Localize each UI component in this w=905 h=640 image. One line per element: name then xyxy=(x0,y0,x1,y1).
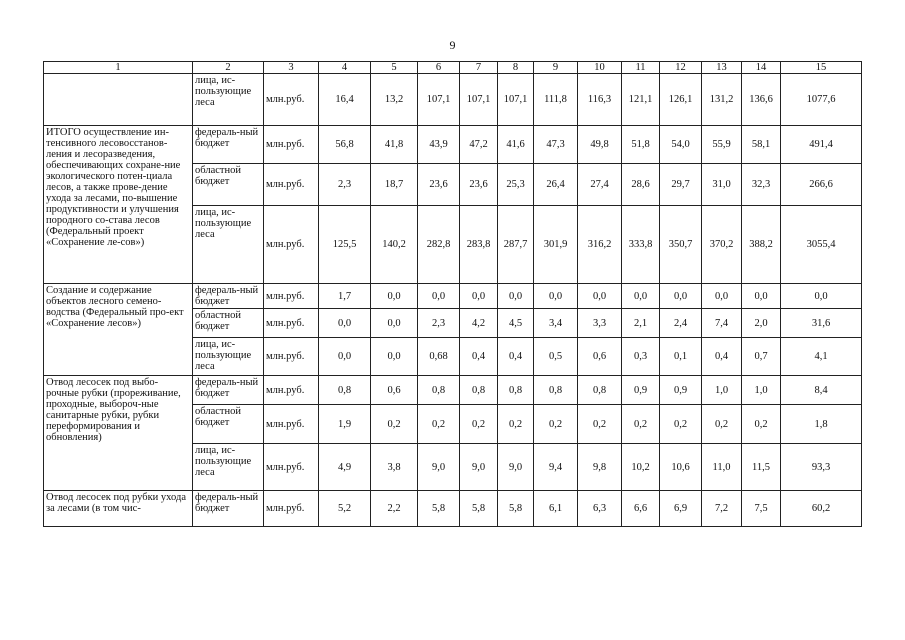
value-cell: 54,0 xyxy=(660,126,702,164)
value-cell: 0,1 xyxy=(660,338,702,376)
unit-cell: млн.руб. xyxy=(264,491,319,527)
value-cell: 491,4 xyxy=(781,126,862,164)
column-number-1: 1 xyxy=(44,62,193,74)
value-cell: 13,2 xyxy=(371,74,418,126)
value-cell: 9,8 xyxy=(578,444,622,491)
activity-description: Создание и содержание объектов лесного семено-водства (Федеральный про-ект «Сохранение лесов») xyxy=(44,284,193,376)
funding-source: федераль-ный бюджет xyxy=(193,126,264,164)
value-cell: 4,1 xyxy=(781,338,862,376)
value-cell: 140,2 xyxy=(371,206,418,284)
column-number-4: 4 xyxy=(319,62,371,74)
activity-description: Отвод лесосек под выбо-рочные рубки (прореживание, проходные, выбороч-ные санитарные рубки, рубки переформирования и обновления) xyxy=(44,376,193,491)
value-cell: 25,3 xyxy=(498,164,534,206)
value-cell: 1077,6 xyxy=(781,74,862,126)
value-cell: 31,0 xyxy=(702,164,742,206)
value-cell: 121,1 xyxy=(622,74,660,126)
column-number-3: 3 xyxy=(264,62,319,74)
value-cell: 388,2 xyxy=(742,206,781,284)
value-cell: 5,8 xyxy=(498,491,534,527)
value-cell: 1,0 xyxy=(702,376,742,405)
value-cell: 0,2 xyxy=(702,405,742,444)
value-cell: 28,6 xyxy=(622,164,660,206)
value-cell: 0,8 xyxy=(534,376,578,405)
value-cell: 131,2 xyxy=(702,74,742,126)
value-cell: 0,2 xyxy=(660,405,702,444)
value-cell: 47,3 xyxy=(534,126,578,164)
value-cell: 116,3 xyxy=(578,74,622,126)
value-cell: 0,2 xyxy=(578,405,622,444)
value-cell: 0,0 xyxy=(622,284,660,309)
value-cell: 0,68 xyxy=(418,338,460,376)
value-cell: 51,8 xyxy=(622,126,660,164)
value-cell: 287,7 xyxy=(498,206,534,284)
unit-cell: млн.руб. xyxy=(264,338,319,376)
column-number-14: 14 xyxy=(742,62,781,74)
value-cell: 0,0 xyxy=(702,284,742,309)
unit-cell: млн.руб. xyxy=(264,164,319,206)
value-cell: 0,4 xyxy=(702,338,742,376)
value-cell: 0,2 xyxy=(742,405,781,444)
value-cell: 0,6 xyxy=(578,338,622,376)
column-number-5: 5 xyxy=(371,62,418,74)
value-cell: 4,2 xyxy=(460,309,498,338)
value-cell: 4,9 xyxy=(319,444,371,491)
value-cell: 2,2 xyxy=(371,491,418,527)
value-cell: 27,4 xyxy=(578,164,622,206)
table-row xyxy=(44,491,862,527)
value-cell: 0,8 xyxy=(578,376,622,405)
value-cell: 0,4 xyxy=(498,338,534,376)
value-cell: 0,9 xyxy=(660,376,702,405)
value-cell: 9,4 xyxy=(534,444,578,491)
unit-cell: млн.руб. xyxy=(264,405,319,444)
value-cell: 125,5 xyxy=(319,206,371,284)
value-cell: 3055,4 xyxy=(781,206,862,284)
table-row xyxy=(44,284,862,309)
activity-description: ИТОГО осуществление ин-тенсивного лесовосстанов-ления и лесоразведения, обеспечивающих сохране-ние экологического потен-циала лесов, а также прове-дение ухода за лесами, по-вышение продуктивности и улучшения породного со-става лесов (Федеральный проект «Сохранение ле-сов») xyxy=(44,126,193,284)
column-number-12: 12 xyxy=(660,62,702,74)
value-cell: 26,4 xyxy=(534,164,578,206)
unit-cell: млн.руб. xyxy=(264,376,319,405)
activity-description xyxy=(44,74,193,126)
value-cell: 6,1 xyxy=(534,491,578,527)
value-cell: 56,8 xyxy=(319,126,371,164)
value-cell: 10,6 xyxy=(660,444,702,491)
value-cell: 93,3 xyxy=(781,444,862,491)
value-cell: 0,2 xyxy=(534,405,578,444)
column-number-7: 7 xyxy=(460,62,498,74)
value-cell: 3,4 xyxy=(534,309,578,338)
value-cell: 0,6 xyxy=(371,376,418,405)
value-cell: 6,9 xyxy=(660,491,702,527)
value-cell: 1,7 xyxy=(319,284,371,309)
unit-cell: млн.руб. xyxy=(264,206,319,284)
funding-source: лица, ис-пользующие леса xyxy=(193,74,264,126)
value-cell: 60,2 xyxy=(781,491,862,527)
unit-cell: млн.руб. xyxy=(264,74,319,126)
value-cell: 0,7 xyxy=(742,338,781,376)
column-number-15: 15 xyxy=(781,62,862,74)
value-cell: 23,6 xyxy=(418,164,460,206)
funding-source: областной бюджет xyxy=(193,405,264,444)
value-cell: 16,4 xyxy=(319,74,371,126)
value-cell: 107,1 xyxy=(498,74,534,126)
funding-source: федераль-ный бюджет xyxy=(193,284,264,309)
value-cell: 0,0 xyxy=(460,284,498,309)
value-cell: 0,2 xyxy=(418,405,460,444)
value-cell: 0,4 xyxy=(460,338,498,376)
column-number-13: 13 xyxy=(702,62,742,74)
value-cell: 0,2 xyxy=(622,405,660,444)
funding-source: областной бюджет xyxy=(193,309,264,338)
value-cell: 47,2 xyxy=(460,126,498,164)
value-cell: 7,5 xyxy=(742,491,781,527)
value-cell: 0,8 xyxy=(460,376,498,405)
column-number-8: 8 xyxy=(498,62,534,74)
value-cell: 2,3 xyxy=(418,309,460,338)
value-cell: 0,0 xyxy=(534,284,578,309)
value-cell: 55,9 xyxy=(702,126,742,164)
value-cell: 6,6 xyxy=(622,491,660,527)
column-number-10: 10 xyxy=(578,62,622,74)
value-cell: 23,6 xyxy=(460,164,498,206)
value-cell: 9,0 xyxy=(418,444,460,491)
value-cell: 5,8 xyxy=(418,491,460,527)
value-cell: 0,2 xyxy=(371,405,418,444)
value-cell: 0,0 xyxy=(781,284,862,309)
funding-source: федераль-ный бюджет xyxy=(193,376,264,405)
value-cell: 333,8 xyxy=(622,206,660,284)
value-cell: 43,9 xyxy=(418,126,460,164)
value-cell: 6,3 xyxy=(578,491,622,527)
value-cell: 0,0 xyxy=(498,284,534,309)
value-cell: 111,8 xyxy=(534,74,578,126)
header-row xyxy=(44,62,862,74)
value-cell: 31,6 xyxy=(781,309,862,338)
funding-source: лица, ис-пользующие леса xyxy=(193,206,264,284)
column-number-6: 6 xyxy=(418,62,460,74)
unit-cell: млн.руб. xyxy=(264,126,319,164)
value-cell: 9,0 xyxy=(498,444,534,491)
value-cell: 9,0 xyxy=(460,444,498,491)
value-cell: 1,8 xyxy=(781,405,862,444)
value-cell: 0,0 xyxy=(371,338,418,376)
value-cell: 126,1 xyxy=(660,74,702,126)
value-cell: 0,0 xyxy=(319,309,371,338)
value-cell: 8,4 xyxy=(781,376,862,405)
activity-description: Отвод лесосек под рубки ухода за лесами (в том чис- xyxy=(44,491,193,527)
value-cell: 2,4 xyxy=(660,309,702,338)
column-number-11: 11 xyxy=(622,62,660,74)
value-cell: 5,8 xyxy=(460,491,498,527)
column-number-2: 2 xyxy=(193,62,264,74)
value-cell: 10,2 xyxy=(622,444,660,491)
value-cell: 2,3 xyxy=(319,164,371,206)
table-row xyxy=(44,376,862,405)
value-cell: 0,0 xyxy=(371,309,418,338)
value-cell: 0,0 xyxy=(418,284,460,309)
value-cell: 107,1 xyxy=(460,74,498,126)
value-cell: 49,8 xyxy=(578,126,622,164)
value-cell: 0,8 xyxy=(418,376,460,405)
table-row xyxy=(44,74,862,126)
value-cell: 0,0 xyxy=(319,338,371,376)
value-cell: 0,8 xyxy=(498,376,534,405)
value-cell: 1,9 xyxy=(319,405,371,444)
unit-cell: млн.руб. xyxy=(264,444,319,491)
unit-cell: млн.руб. xyxy=(264,309,319,338)
value-cell: 136,6 xyxy=(742,74,781,126)
value-cell: 350,7 xyxy=(660,206,702,284)
value-cell: 41,8 xyxy=(371,126,418,164)
value-cell: 0,3 xyxy=(622,338,660,376)
value-cell: 7,4 xyxy=(702,309,742,338)
column-number-9: 9 xyxy=(534,62,578,74)
value-cell: 107,1 xyxy=(418,74,460,126)
value-cell: 18,7 xyxy=(371,164,418,206)
value-cell: 0,0 xyxy=(742,284,781,309)
value-cell: 0,0 xyxy=(371,284,418,309)
value-cell: 1,0 xyxy=(742,376,781,405)
value-cell: 32,3 xyxy=(742,164,781,206)
unit-cell: млн.руб. xyxy=(264,284,319,309)
table-row xyxy=(44,126,862,164)
page-number: 9 xyxy=(449,38,456,52)
funding-source: лица, ис-пользующие леса xyxy=(193,338,264,376)
value-cell: 7,2 xyxy=(702,491,742,527)
value-cell: 0,2 xyxy=(460,405,498,444)
value-cell: 0,5 xyxy=(534,338,578,376)
value-cell: 5,2 xyxy=(319,491,371,527)
value-cell: 11,5 xyxy=(742,444,781,491)
value-cell: 0,0 xyxy=(660,284,702,309)
budget-table xyxy=(43,61,862,527)
value-cell: 4,5 xyxy=(498,309,534,338)
value-cell: 0,0 xyxy=(578,284,622,309)
value-cell: 0,2 xyxy=(498,405,534,444)
value-cell: 29,7 xyxy=(660,164,702,206)
value-cell: 3,8 xyxy=(371,444,418,491)
value-cell: 0,9 xyxy=(622,376,660,405)
value-cell: 370,2 xyxy=(702,206,742,284)
value-cell: 3,3 xyxy=(578,309,622,338)
value-cell: 282,8 xyxy=(418,206,460,284)
value-cell: 2,0 xyxy=(742,309,781,338)
value-cell: 58,1 xyxy=(742,126,781,164)
funding-source: лица, ис-пользующие леса xyxy=(193,444,264,491)
value-cell: 283,8 xyxy=(460,206,498,284)
value-cell: 316,2 xyxy=(578,206,622,284)
funding-source: областной бюджет xyxy=(193,164,264,206)
value-cell: 0,8 xyxy=(319,376,371,405)
value-cell: 301,9 xyxy=(534,206,578,284)
value-cell: 41,6 xyxy=(498,126,534,164)
funding-source: федераль-ный бюджет xyxy=(193,491,264,527)
value-cell: 11,0 xyxy=(702,444,742,491)
value-cell: 2,1 xyxy=(622,309,660,338)
value-cell: 266,6 xyxy=(781,164,862,206)
